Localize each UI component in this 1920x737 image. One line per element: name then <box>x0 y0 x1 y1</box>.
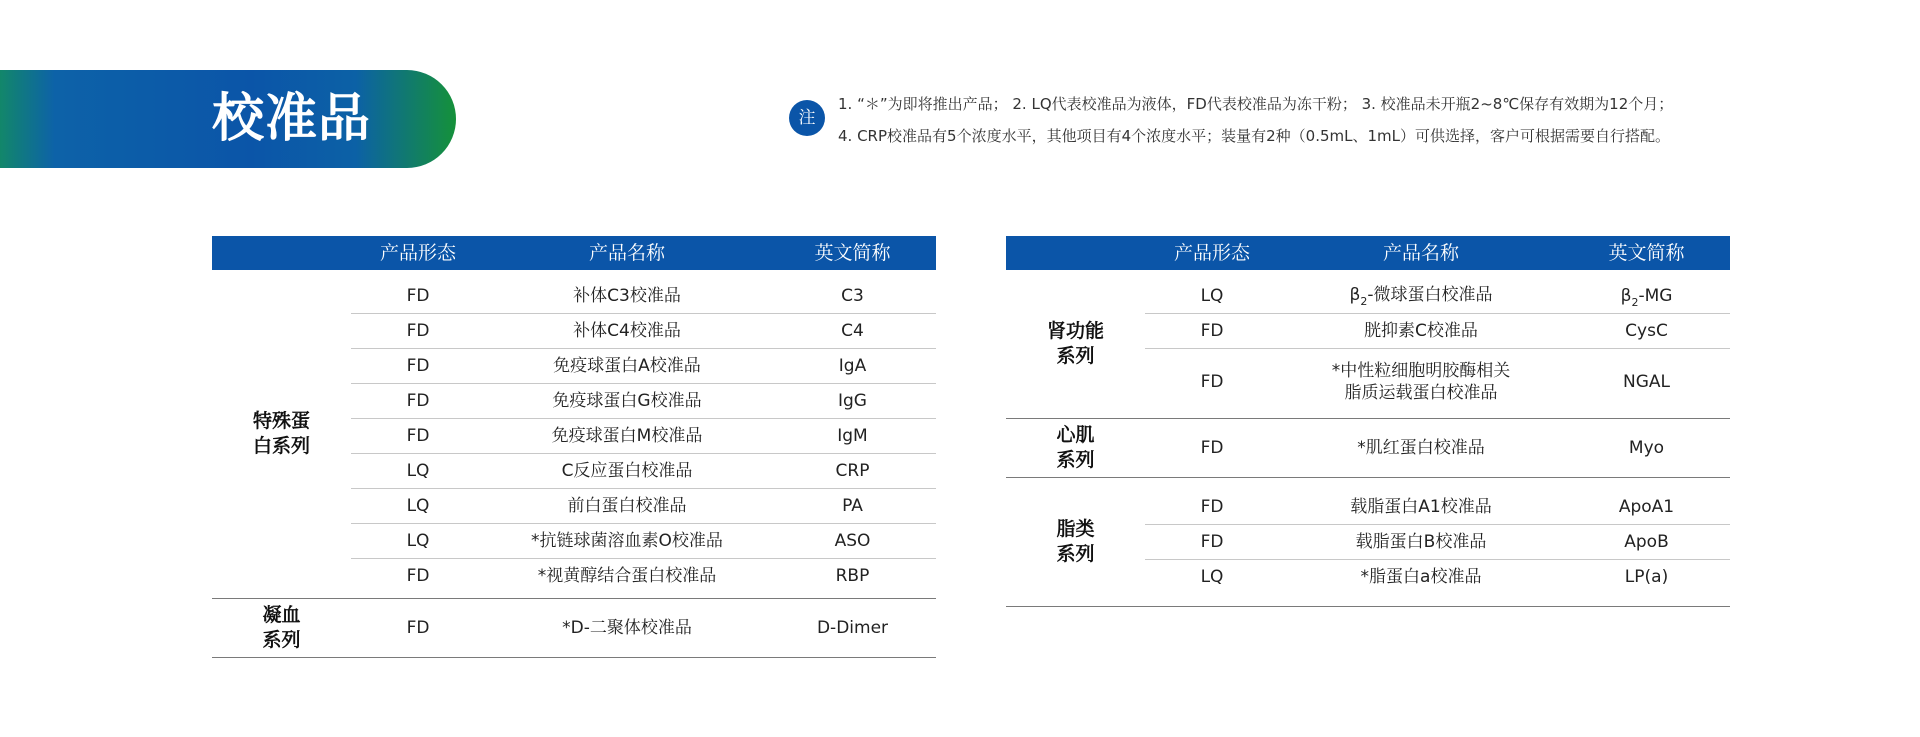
group-rows <box>1145 270 1730 418</box>
note-text <box>838 92 1673 156</box>
cell-form: FD <box>406 566 430 586</box>
cell-abbr: IgM <box>837 426 868 446</box>
group-label-line: 特殊蛋 <box>252 410 310 432</box>
note-line-2: 4. CRP校准品有5个浓度水平，其他项目有4个浓度水平；装量有2种（0.5mL、1mL）可供选择，客户可根据需要自行搭配。 <box>838 127 1670 145</box>
cell-name: 免疫球蛋白G校准品 <box>552 391 702 411</box>
table-header <box>212 236 936 270</box>
note-badge: 注 <box>789 100 825 136</box>
table-header <box>1006 236 1730 270</box>
table-row <box>351 454 936 489</box>
cell-name: 免疫球蛋白M校准品 <box>551 426 703 446</box>
cell-name: 载脂蛋白B校准品 <box>1355 532 1487 552</box>
name-part: -微球蛋白校准品 <box>1367 285 1493 305</box>
group-special-protein <box>212 270 936 599</box>
table-row <box>351 611 936 645</box>
table-row <box>351 279 936 314</box>
table-row <box>351 314 936 349</box>
table-row <box>351 524 936 559</box>
cell-form: FD <box>406 618 430 638</box>
cell-form: FD <box>1200 372 1224 392</box>
name-line: 脂质运载蛋白校准品 <box>1344 383 1498 403</box>
table-row <box>1145 560 1730 594</box>
cell-name: *视黄醇结合蛋白校准品 <box>537 566 717 586</box>
group-cardiac <box>1006 419 1730 478</box>
group-rows <box>351 270 936 598</box>
group-label <box>1006 419 1145 477</box>
cell-name: 免疫球蛋白A校准品 <box>553 356 701 376</box>
header-series <box>212 236 351 270</box>
cell-name <box>1279 360 1563 404</box>
cell-name: *D-二聚体校准品 <box>562 618 692 638</box>
cell-abbr: D-Dimer <box>816 618 889 638</box>
group-label-line: 凝血 <box>262 604 301 626</box>
cell-name: C反应蛋白校准品 <box>561 461 693 481</box>
header-form: 产品形态 <box>379 242 456 264</box>
table-row <box>1145 490 1730 525</box>
cell-form: LQ <box>406 496 430 516</box>
cell-abbr: CysC <box>1625 321 1668 341</box>
group-label-line: 白系列 <box>252 435 310 457</box>
cell-name: 前白蛋白校准品 <box>567 496 687 516</box>
table-row <box>351 559 936 593</box>
note-line-1: 1. “＊”为即将推出产品； 2. LQ代表校准品为液体，FD代表校准品为冻干粉； 3. 校准品未开瓶2~8℃保存有效期为12个月； <box>838 95 1674 113</box>
cell-name: *脂蛋白a校准品 <box>1360 567 1482 587</box>
cell-abbr: Myo <box>1628 438 1665 458</box>
group-label <box>212 270 351 598</box>
cell-abbr <box>1563 286 1730 309</box>
group-label-line: 脂类 <box>1056 518 1095 540</box>
header-name: 产品名称 <box>1382 242 1459 264</box>
group-label-line: 心肌 <box>1056 424 1095 446</box>
cell-abbr: NGAL <box>1623 372 1670 392</box>
cell-abbr: ApoA1 <box>1618 497 1675 517</box>
cell-name: *抗链球菌溶血素O校准品 <box>531 531 723 551</box>
header-abbr: 英文简称 <box>1608 242 1685 264</box>
page-title: 校准品 <box>212 89 372 149</box>
cell-abbr: ASO <box>834 531 871 551</box>
group-rows <box>351 599 936 657</box>
header-form: 产品形态 <box>1173 242 1250 264</box>
cell-form: FD <box>1200 321 1224 341</box>
abbr-subscript: 2 <box>1631 296 1639 309</box>
table-row <box>351 349 936 384</box>
table-row <box>351 489 936 524</box>
group-label <box>1006 478 1145 606</box>
cell-name: 胱抑素C校准品 <box>1364 321 1478 341</box>
cell-form: FD <box>406 426 430 446</box>
table-row <box>1145 431 1730 465</box>
cell-form: FD <box>406 356 430 376</box>
table-row <box>1145 314 1730 349</box>
cell-abbr: ApoB <box>1624 532 1669 552</box>
name-part: β <box>1349 285 1361 305</box>
cell-abbr: LP(a) <box>1624 567 1669 587</box>
group-rows <box>1145 419 1730 477</box>
cell-name: 补体C3校准品 <box>573 286 681 306</box>
cell-name: 补体C4校准品 <box>573 321 681 341</box>
header-series <box>1006 236 1145 270</box>
group-label-line: 肾功能 <box>1046 320 1104 342</box>
table-row <box>1145 279 1730 314</box>
name-line: *中性粒细胞明胶酶相关 <box>1331 361 1511 381</box>
cell-abbr: RBP <box>835 566 870 586</box>
table-row <box>351 384 936 419</box>
group-label-line: 系列 <box>1056 543 1095 565</box>
cell-abbr: C4 <box>841 321 864 341</box>
cell-form: FD <box>406 391 430 411</box>
cell-form: FD <box>1200 532 1224 552</box>
title-banner <box>0 70 456 168</box>
group-coagulation <box>212 599 936 658</box>
calibrator-table-right <box>1006 236 1730 607</box>
cell-name: 载脂蛋白A1校准品 <box>1350 497 1492 517</box>
calibrator-table-left <box>212 236 936 658</box>
cell-form: LQ <box>1200 567 1224 587</box>
cell-form: FD <box>1200 438 1224 458</box>
abbr-part: β <box>1620 286 1632 306</box>
cell-form: FD <box>406 321 430 341</box>
cell-abbr: CRP <box>835 461 870 481</box>
cell-form: LQ <box>406 461 430 481</box>
header-abbr: 英文简称 <box>814 242 891 264</box>
group-lipid <box>1006 478 1730 607</box>
cell-name: *肌红蛋白校准品 <box>1357 438 1485 458</box>
abbr-part: -MG <box>1638 286 1673 306</box>
cell-name <box>1279 284 1563 308</box>
name-subscript: 2 <box>1360 295 1368 308</box>
cell-form: FD <box>406 286 430 306</box>
group-renal <box>1006 270 1730 419</box>
cell-form: LQ <box>1200 286 1224 306</box>
group-label-line: 系列 <box>1056 449 1095 471</box>
group-rows <box>1145 478 1730 606</box>
table-row <box>351 419 936 454</box>
group-label-line: 系列 <box>262 629 301 651</box>
table-row <box>1145 525 1730 560</box>
cell-abbr: PA <box>842 496 863 516</box>
group-label <box>1006 270 1145 418</box>
cell-abbr: C3 <box>841 286 864 306</box>
cell-form: FD <box>1200 497 1224 517</box>
cell-abbr: IgG <box>838 391 867 411</box>
cell-form: LQ <box>406 531 430 551</box>
header-name: 产品名称 <box>588 242 665 264</box>
table-row <box>1145 349 1730 415</box>
cell-abbr: IgA <box>838 356 867 376</box>
group-label <box>212 599 351 657</box>
group-label-line: 系列 <box>1056 345 1095 367</box>
